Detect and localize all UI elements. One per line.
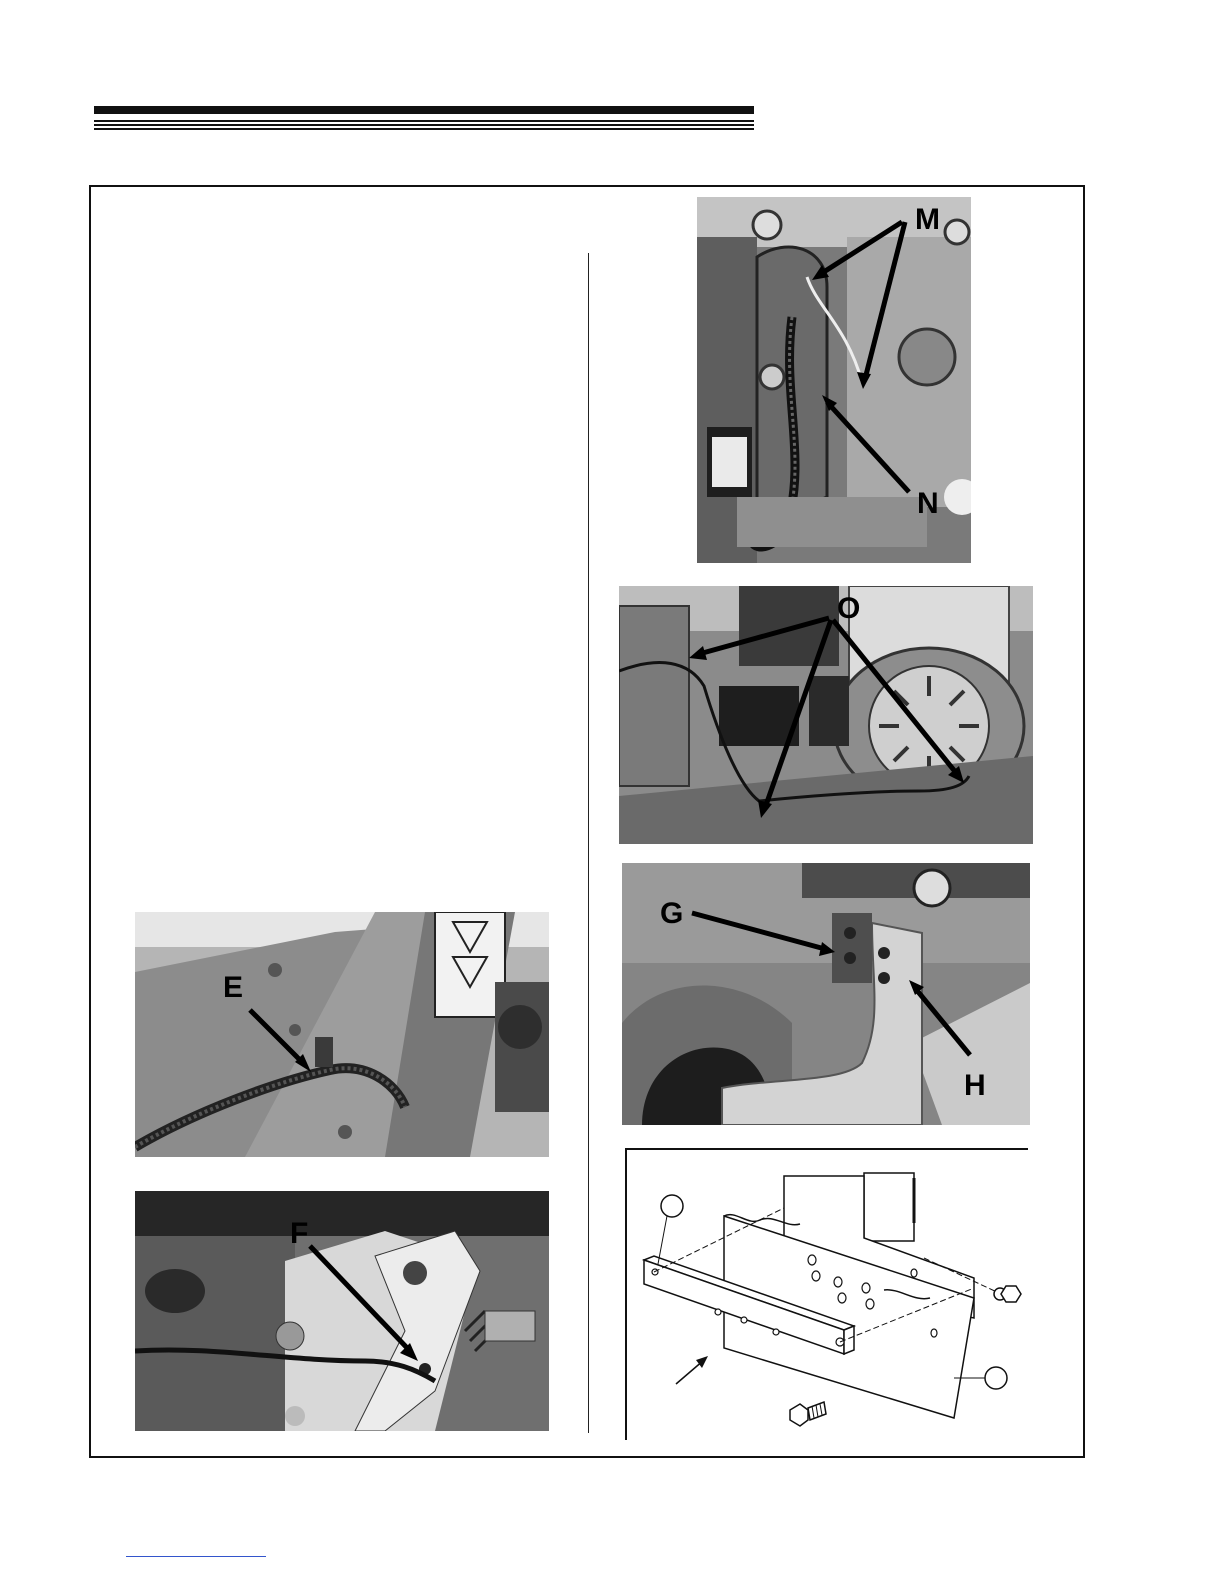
figure-blade-drawing (624, 1148, 1028, 1440)
callout-e: E (223, 971, 244, 1004)
column-divider (588, 253, 589, 1433)
figure-engine-o-image (619, 586, 1033, 844)
header-rule-thick (94, 106, 754, 114)
header-rule-thin-3 (94, 128, 754, 130)
callout-o: O (837, 592, 861, 625)
figure-bracket-gh (622, 863, 1030, 1125)
callout-f: F (290, 1217, 309, 1250)
callout-n: N (917, 487, 939, 520)
header-rule-thin-2 (94, 124, 754, 126)
figure-harness-e-image (135, 912, 549, 1157)
header-rule-thin-1 (94, 120, 754, 122)
figure-linkage-f-image (135, 1191, 549, 1431)
callout-g: G (660, 897, 684, 930)
header-rule (94, 106, 754, 132)
figure-wiring-mn-image (697, 197, 971, 563)
figure-blade-drawing-image (624, 1148, 1028, 1440)
footer-link-underline (126, 1556, 266, 1557)
callout-m: M (915, 203, 940, 236)
figure-harness-e (135, 912, 549, 1157)
figure-linkage-f (135, 1191, 549, 1431)
figure-bracket-gh-image (622, 863, 1030, 1125)
figure-engine-o (619, 586, 1033, 844)
figure-wiring-mn (697, 197, 971, 563)
callout-h: H (964, 1069, 986, 1102)
